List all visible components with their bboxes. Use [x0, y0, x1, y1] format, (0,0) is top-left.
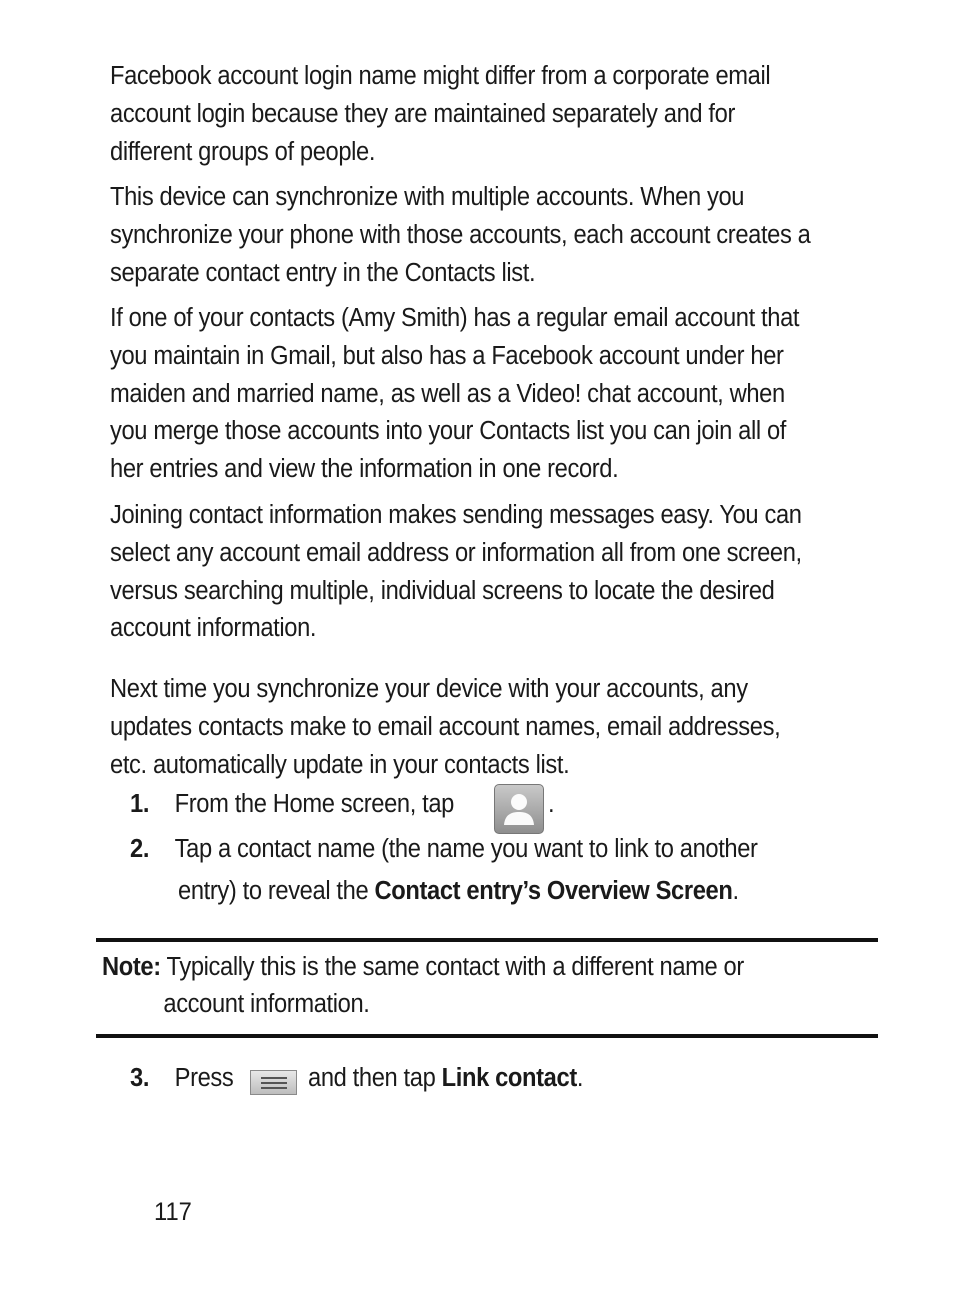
paragraph-line: select any account email address or information all from one screen, [110, 538, 802, 567]
paragraph-line: different groups of people. [110, 137, 376, 166]
step-text-bold: Link contact [441, 1064, 577, 1092]
step-text-end: . [732, 877, 739, 905]
paragraph-line: account information. [110, 614, 317, 643]
step-number: 3. [130, 1064, 150, 1092]
note [102, 949, 744, 1023]
paragraph-line: account login because they are maintained separately and for [110, 99, 736, 128]
step-text: and then tap [308, 1064, 442, 1092]
note-label: Note: [102, 953, 161, 981]
contacts-icon [494, 784, 544, 834]
paragraph-line: maiden and married name, as well as a Video! chat account, when [110, 379, 785, 408]
paragraph-line: separate contact entry in the Contacts list. [110, 258, 536, 287]
paragraph-4 [110, 497, 826, 648]
paragraph-line: synchronize your phone with those accounts, each account creates a [110, 220, 811, 249]
menu-key-icon-graphic [251, 1071, 296, 1094]
step-text: Tap a contact name (the name you want to link to another [174, 835, 758, 863]
step-2 [130, 835, 758, 864]
note-text: Typically this is the same contact with a different name or [160, 953, 744, 981]
step-text: From the Home screen, tap [174, 790, 454, 818]
step-text: entry) to reveal the [178, 877, 375, 905]
step-3 [130, 1064, 234, 1093]
note-top-rule [96, 938, 878, 942]
step-number: 2. [130, 835, 150, 863]
paragraph-1 [110, 58, 826, 171]
note-line-1 [102, 953, 744, 981]
paragraph-line: you merge those accounts into your Contacts list you can join all of [110, 417, 786, 446]
menu-key-icon [250, 1070, 297, 1095]
paragraph-2 [110, 179, 826, 292]
step-text: Press [174, 1064, 234, 1092]
contacts-icon-graphic [495, 785, 543, 833]
step-2-line-2 [178, 877, 739, 906]
step-text-end: . [548, 790, 555, 818]
paragraph-line: versus searching multiple, individual screens to locate the desired [110, 576, 775, 605]
paragraph-5 [110, 671, 826, 784]
paragraph-line: This device can synchronize with multiple accounts. When you [110, 183, 745, 211]
paragraph-line: etc. automatically update in your contacts list. [110, 750, 570, 779]
paragraph-line: Next time you synchronize your device with your accounts, any [110, 675, 748, 703]
step-1-end [548, 790, 554, 819]
note-line-2: account information. [163, 990, 370, 1018]
paragraph-line: you maintain in Gmail, but also has a Facebook account under her [110, 341, 784, 370]
paragraph-line: Facebook account login name might differ from a corporate email [110, 62, 771, 90]
step-text-bold: Contact entry’s Overview Screen [374, 877, 733, 905]
note-bottom-rule [96, 1034, 878, 1038]
step-text-end: . [576, 1064, 584, 1092]
step-3-rest [308, 1064, 583, 1093]
page-number: 117 [154, 1198, 192, 1226]
paragraph-line: If one of your contacts (Amy Smith) has a regular email account that [110, 304, 800, 332]
paragraph-3 [110, 300, 826, 489]
paragraph-line: Joining contact information makes sending messages easy. You can [110, 501, 802, 529]
step-1 [130, 790, 454, 819]
paragraph-line: updates contacts make to email account names, email addresses, [110, 712, 781, 741]
step-number: 1. [130, 790, 150, 818]
paragraph-line: her entries and view the information in one record. [110, 455, 619, 484]
